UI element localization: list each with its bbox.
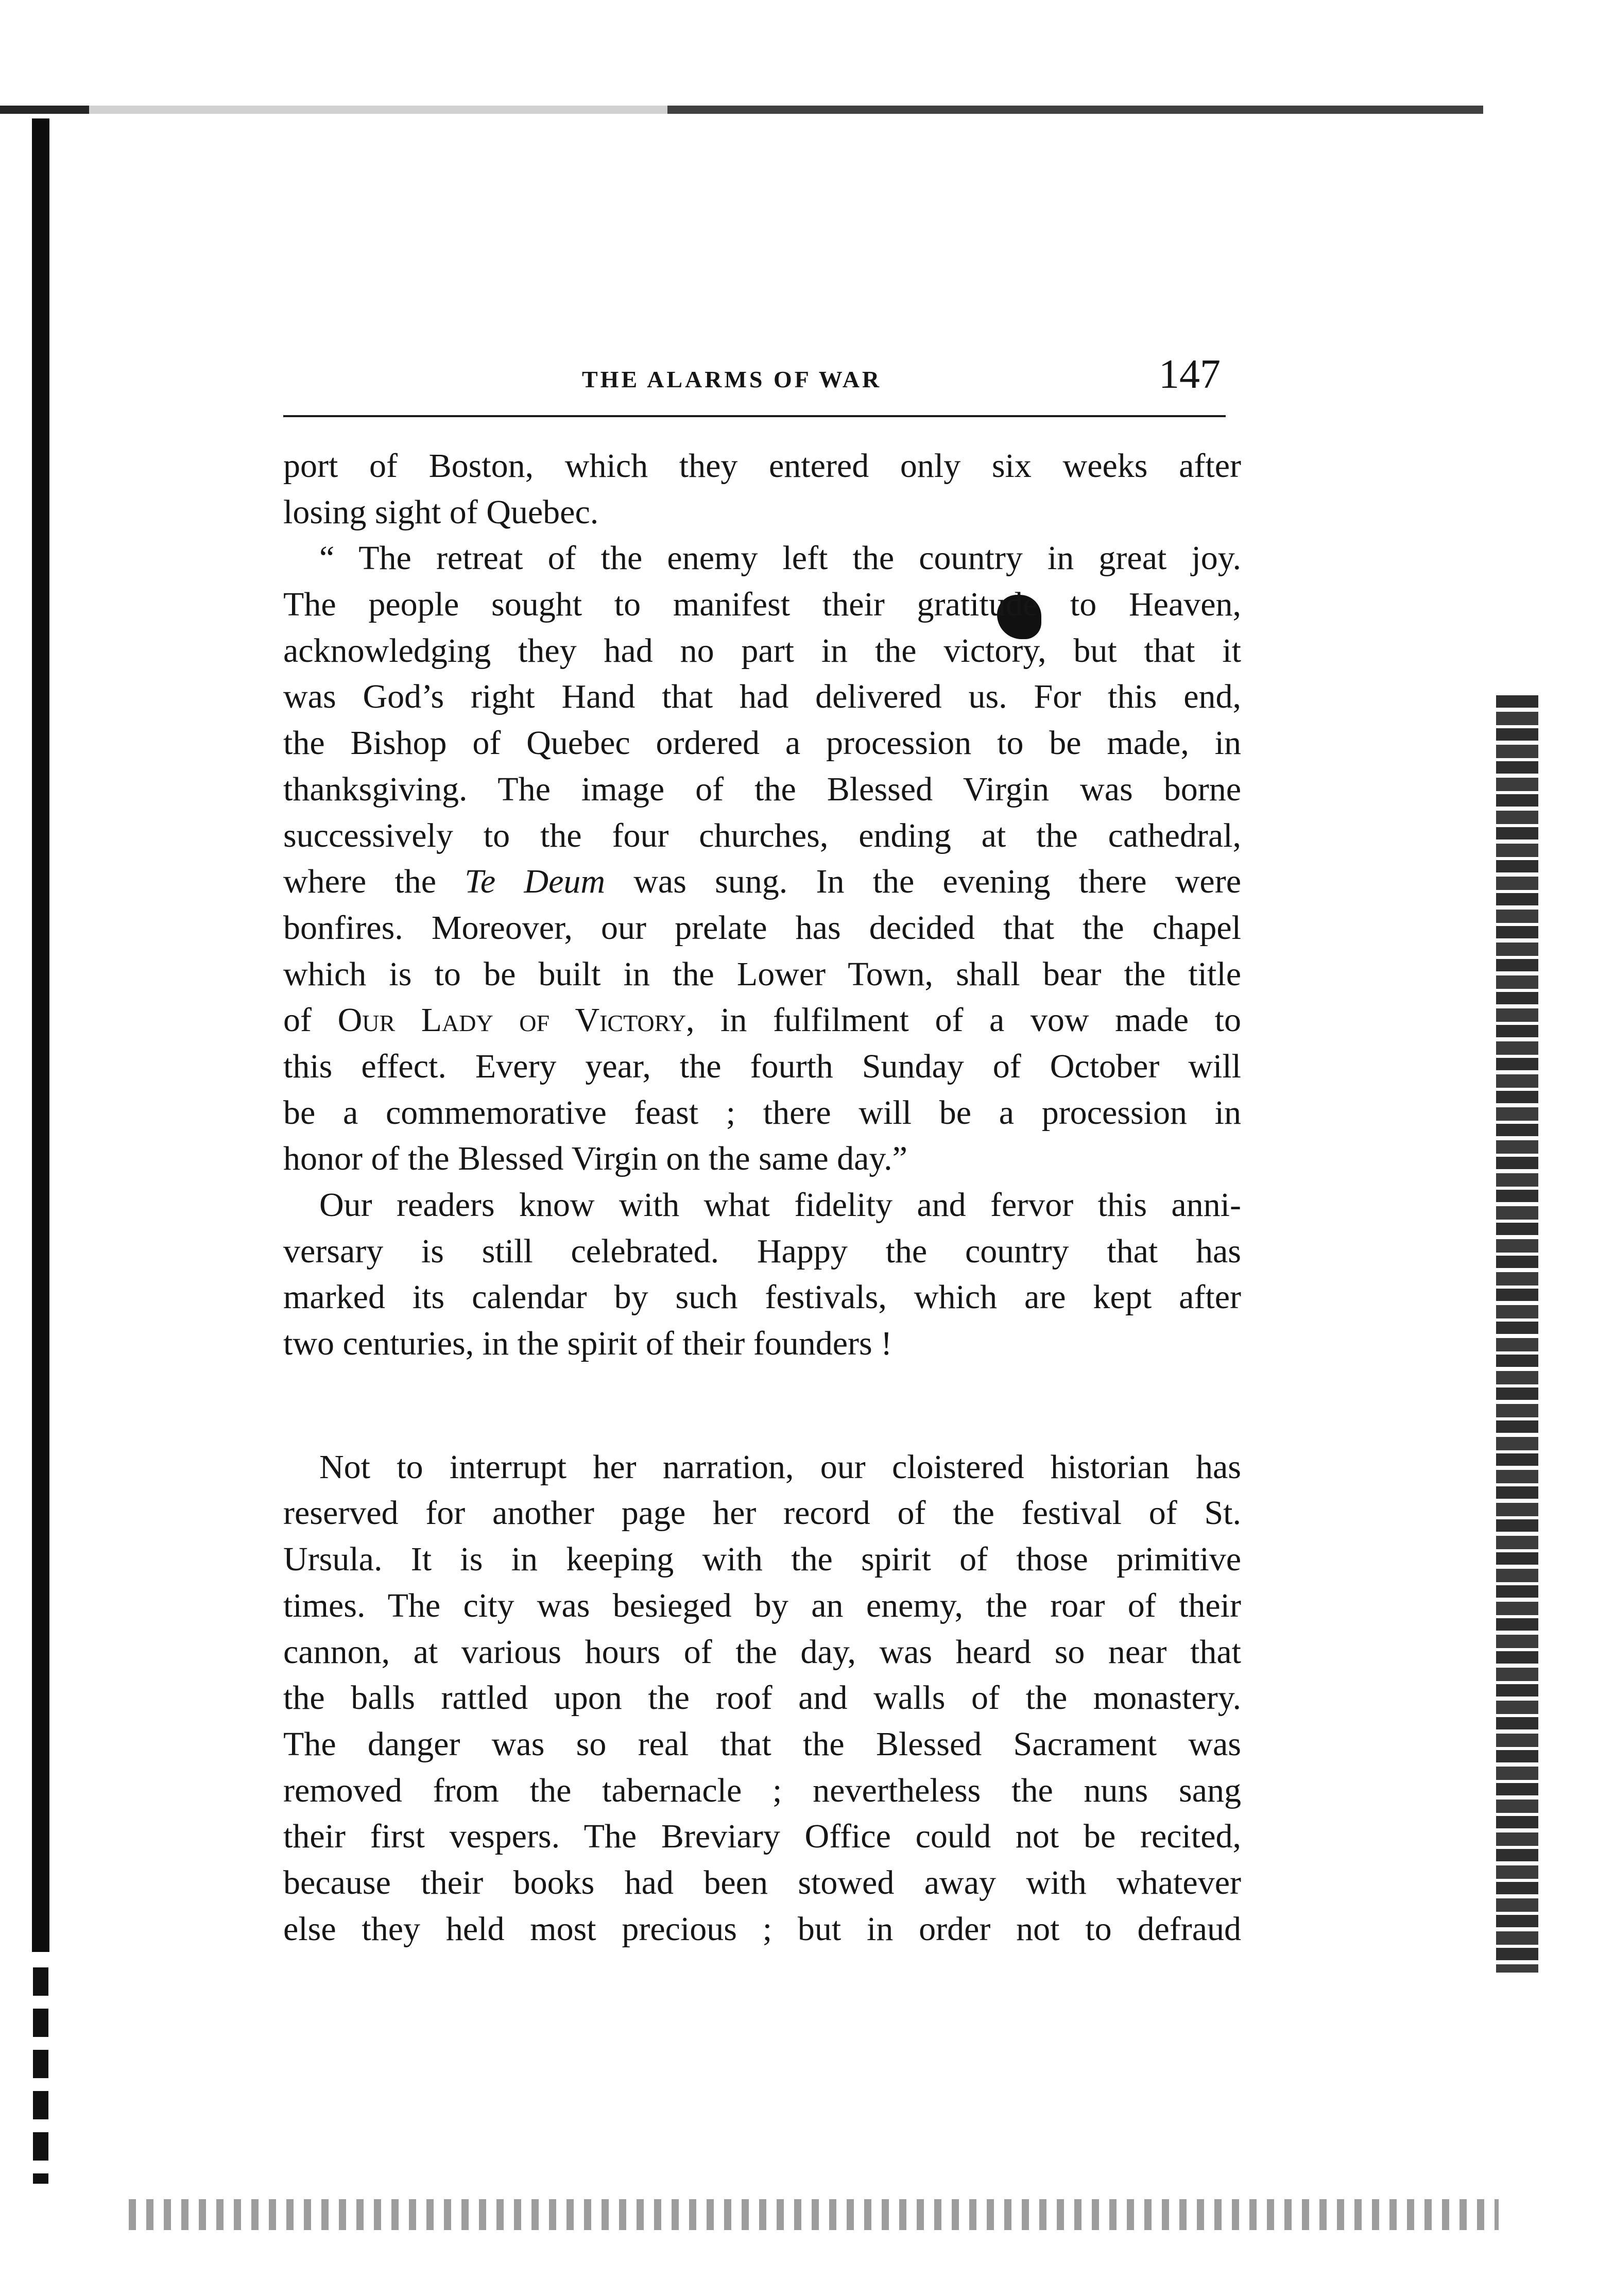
text-line: be a commemorative feast ; there will be a procession in xyxy=(283,1093,1241,1132)
text-line: this effect. Every year, the fourth Sunday of October will xyxy=(283,1047,1241,1085)
page-body xyxy=(283,443,1241,1952)
our-lady-of-victory-small-caps: Our Lady of Victory xyxy=(337,1001,686,1039)
text-line: bonfires. Moreover, our prelate has decided that the chapel xyxy=(283,909,1241,947)
text-line: honor of the Blessed Virgin on the same day.” xyxy=(283,1140,907,1178)
scan-edge-left-lower xyxy=(33,1967,48,2184)
scan-edge-left xyxy=(32,118,49,1952)
text-line: removed from the tabernacle ; nevertheless the nuns sang xyxy=(283,1771,1241,1809)
page-number: 147 xyxy=(1159,352,1221,397)
running-title: THE ALARMS OF WAR xyxy=(582,366,882,392)
text-line xyxy=(283,997,1241,1043)
text-line: The danger was so real that the Blessed Sacrament was xyxy=(283,1725,1241,1763)
text-line: else they held most precious ; but in order not to defraud xyxy=(283,1910,1241,1948)
scan-edge-right xyxy=(1496,695,1538,1973)
text-fragment: , in fulfilment of a vow made to xyxy=(685,1001,1241,1039)
text-line: versary is still celebrated. Happy the country that has xyxy=(283,1232,1241,1270)
text-line: losing sight of Quebec. xyxy=(283,493,599,531)
text-line: thanksgiving. The image of the Blessed Virgin was borne xyxy=(283,770,1241,808)
text-line: cannon, at various hours of the day, was heard so near that xyxy=(283,1633,1241,1671)
text-fragment: of xyxy=(283,1001,338,1039)
text-line: marked its calendar by such festivals, which are kept after xyxy=(283,1278,1241,1316)
text-line: was God’s right Hand that had delivered us. For this end, xyxy=(283,678,1241,716)
running-head xyxy=(283,350,1226,402)
text-line: the balls rattled upon the roof and walls of the monastery. xyxy=(283,1679,1241,1717)
text-line: because their books had been stowed away with whatever xyxy=(283,1863,1241,1901)
text-line xyxy=(283,859,1241,905)
header-rule xyxy=(283,415,1226,417)
text-line: reserved for another page her record of the festival of St. xyxy=(283,1494,1241,1532)
text-line: “ The retreat of the enemy left the country in great joy. xyxy=(319,539,1241,577)
text-line: Our readers know with what fidelity and fervor this anni- xyxy=(319,1186,1241,1224)
text-line: the Bishop of Quebec ordered a procession to be made, in xyxy=(283,724,1241,762)
text-line: their first vespers. The Breviary Office could not be recited, xyxy=(283,1818,1241,1856)
scan-edge-top xyxy=(0,106,1483,114)
text-line: The people sought to manifest their gratitude to Heaven, xyxy=(283,586,1241,624)
text-line: Ursula. It is in keeping with the spirit of those primitive xyxy=(283,1540,1241,1579)
scan-edge-bottom xyxy=(129,2199,1499,2230)
text-fragment: where the xyxy=(283,863,465,901)
te-deum-italic: Te Deum xyxy=(465,863,606,901)
text-line: port of Boston, which they entered only six weeks after xyxy=(283,447,1241,485)
text-line: Not to interrupt her narration, our cloistered historian has xyxy=(319,1448,1241,1486)
text-line: two centuries, in the spirit of their founders ! xyxy=(283,1325,892,1363)
text-line: acknowledging they had no part in the victory, but that it xyxy=(283,631,1241,670)
text-line: which is to be built in the Lower Town, shall bear the title xyxy=(283,955,1241,993)
text-line: successively to the four churches, ending at the cathedral, xyxy=(283,816,1241,854)
text-line: times. The city was besieged by an enemy, the roar of their xyxy=(283,1586,1241,1624)
text-fragment: was sung. In the evening there were xyxy=(605,863,1241,901)
paragraph-gap xyxy=(283,1367,1241,1444)
